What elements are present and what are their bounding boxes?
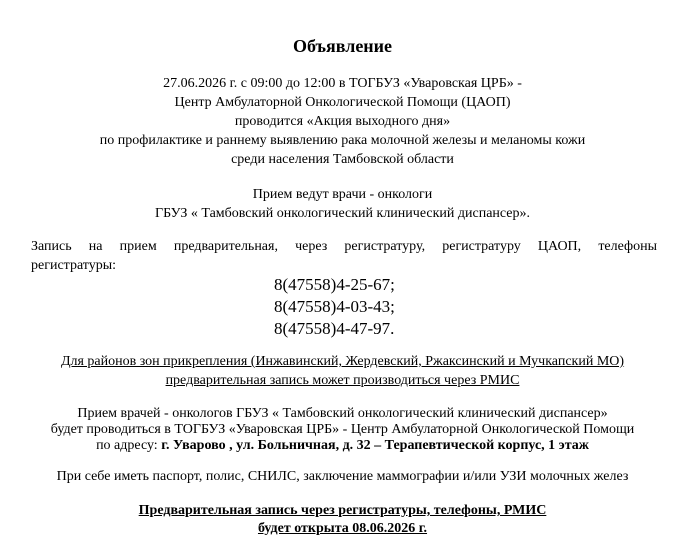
doctors-line-1: Прием ведут врачи - онкологи [252, 187, 433, 202]
documents-note: При себе иметь паспорт, полис, СНИЛС, заключение маммографии и/или УЗИ молочных желез [56, 469, 629, 484]
phone-number: 8(47558)4-25-67; [274, 275, 395, 294]
final-notice-line-1: Предварительная запись через регистратуры, телефоны, РМИС [138, 503, 547, 518]
districts-line-2: предварительная запись может производиться через РМИС [165, 373, 520, 388]
doctors-line-2: ГБУЗ « Тамбовский онкологический клинический диспансер». [154, 206, 531, 221]
final-notice-line-2: будет открыта 08.06.2026 г. [257, 521, 428, 536]
location-line-3 [0, 437, 685, 454]
phone-number: 8(47558)4-47-97. [274, 319, 395, 338]
address-value: г. Уварово , ул. Больничная, д. 32 – Терапевтической корпус, 1 этаж [161, 438, 589, 453]
intro-line-2: Центр Амбулаторной Онкологической Помощи (ЦАОП) [174, 95, 511, 110]
registration-line-2: регистратуры: [31, 258, 117, 273]
location-line-1: Прием врачей - онкологов ГБУЗ « Тамбовский онкологический клинический диспансер» [77, 406, 608, 421]
intro-line-5: среди населения Тамбовской области [231, 152, 454, 167]
address-label: по адресу: [96, 438, 162, 453]
intro-line-1: 27.06.2026 г. с 09:00 до 12:00 в ТОГБУЗ «Уваровская ЦРБ» - [163, 76, 522, 91]
registration-line-1: Запись на прием предварительная, через регистратуру, регистратуру ЦАОП, телефоны [31, 239, 657, 254]
intro-line-4: по профилактике и раннему выявлению рака молочной железы и меланомы кожи [99, 133, 586, 148]
location-line-2: будет проводиться в ТОГБУЗ «Уваровская ЦРБ» - Центр Амбулаторной Онкологической Помощи [50, 422, 635, 437]
districts-line-1: Для районов зон прикрепления (Инжавинский, Жердевский, Ржаксинский и Мучкапский МО) [60, 354, 625, 369]
announcement-title: Объявление [292, 36, 393, 56]
intro-line-3: проводится «Акция выходного дня» [234, 114, 451, 129]
phone-number: 8(47558)4-03-43; [274, 297, 395, 316]
